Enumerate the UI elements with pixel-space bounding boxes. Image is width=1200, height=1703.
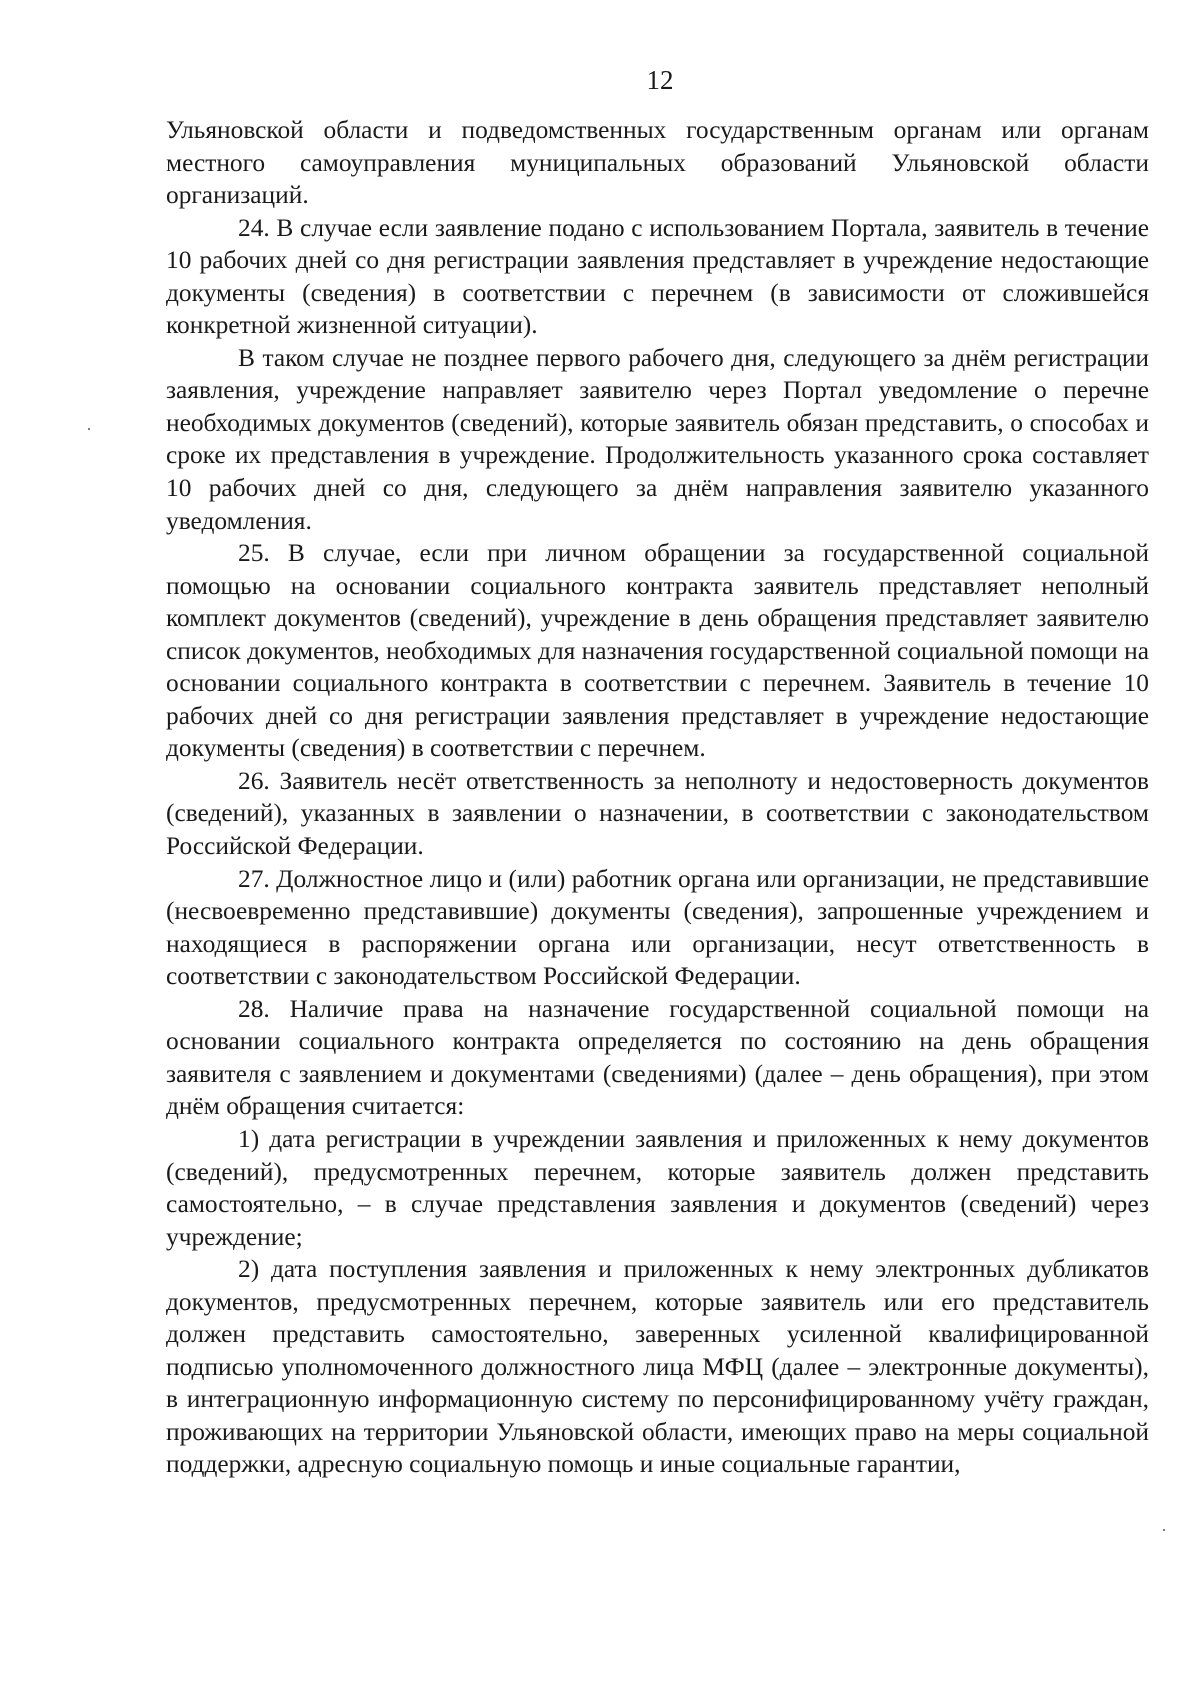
page-number: 12 <box>646 65 674 95</box>
paragraph-25: 25. В случае, если при личном обращении за государственной социальной помощью на основании социального контракта заявитель представляет неполный комплект документов (сведений), учреждение в день обращения представляет заявителю список документов, необходимых для назначения государственной социальной помощи на основании социального контракта в соответствии с перечнем. Заявитель в течение 10 рабочих дней со дня регистрации заявления представляет в учреждение недостающие документы (сведения) в соответствии с перечнем. <box>166 539 1149 763</box>
paragraph-26: 26. Заявитель несёт ответственность за неполноту и недостоверность документов (сведений), указанных в заявлении о назначении, в соответствии с законодательством Российской Федерации. <box>166 766 1149 861</box>
scan-speck <box>88 428 90 430</box>
paragraph-27: 27. Должностное лицо и (или) работник органа или организации, не представившие (несвоевременно представившие) документы (сведения), запрошенные учреждением и находящиеся в распоряжении органа или организации, несут ответственность в соответствии с законодательством Российской Федерации. <box>166 864 1149 991</box>
paragraph-24: 24. В случае если заявление подано с использованием Портала, заявитель в течение 10 рабочих дней со дня регистрации заявления представляет в учреждение недостающие документы (сведения) в соответствии с перечнем (в зависимости от сложившейся конкретной жизненной ситуации). <box>166 213 1149 340</box>
paragraph-28-item-2: 2) дата поступления заявления и приложенных к нему электронных дубликатов документов, предусмотренных перечнем, которые заявитель или его представитель должен представить самостоятельно, заверенных усиленной квалифицированной подписью уполномоченного должностного лица МФЦ (далее – электронные документы), в интеграционную информационную систему по персонифицированному учёту граждан, проживающих на территории Ульяновской области, имеющих право на меры социальной поддержки, адресную социальную помощь и иные социальные гарантии, <box>166 1255 1149 1479</box>
scan-speck <box>1163 1529 1165 1531</box>
paragraph-28: 28. Наличие права на назначение государственной социальной помощи на основании социального контракта определяется по состоянию на день обращения заявителя с заявлением и документами (сведениями) (далее – день обращения), при этом днём обращения считается: <box>166 994 1149 1121</box>
paragraph-24-notice: В таком случае не позднее первого рабочего дня, следующего за днём регистрации заявления, учреждение направляет заявителю через Портал уведомление о перечне необходимых документов (сведений), которые заявитель обязан представить, о способах и сроке их представления в учреждение. Продолжительность указанного срока составляет 10 рабочих дней со дня, следующего за днём направления заявителю указанного уведомления. <box>166 343 1149 535</box>
document-body <box>166 114 1149 1481</box>
paragraph-28-item-1: 1) дата регистрации в учреждении заявления и приложенных к нему документов (сведений), предусмотренных перечнем, которые заявитель должен представить самостоятельно, – в случае представления заявления и документов (сведений) через учреждение; <box>166 1124 1149 1251</box>
paragraph-continuation: Ульяновской области и подведомственных государственным органам или органам местного самоуправления муниципальных образований Ульяновской области организаций. <box>166 116 1149 210</box>
